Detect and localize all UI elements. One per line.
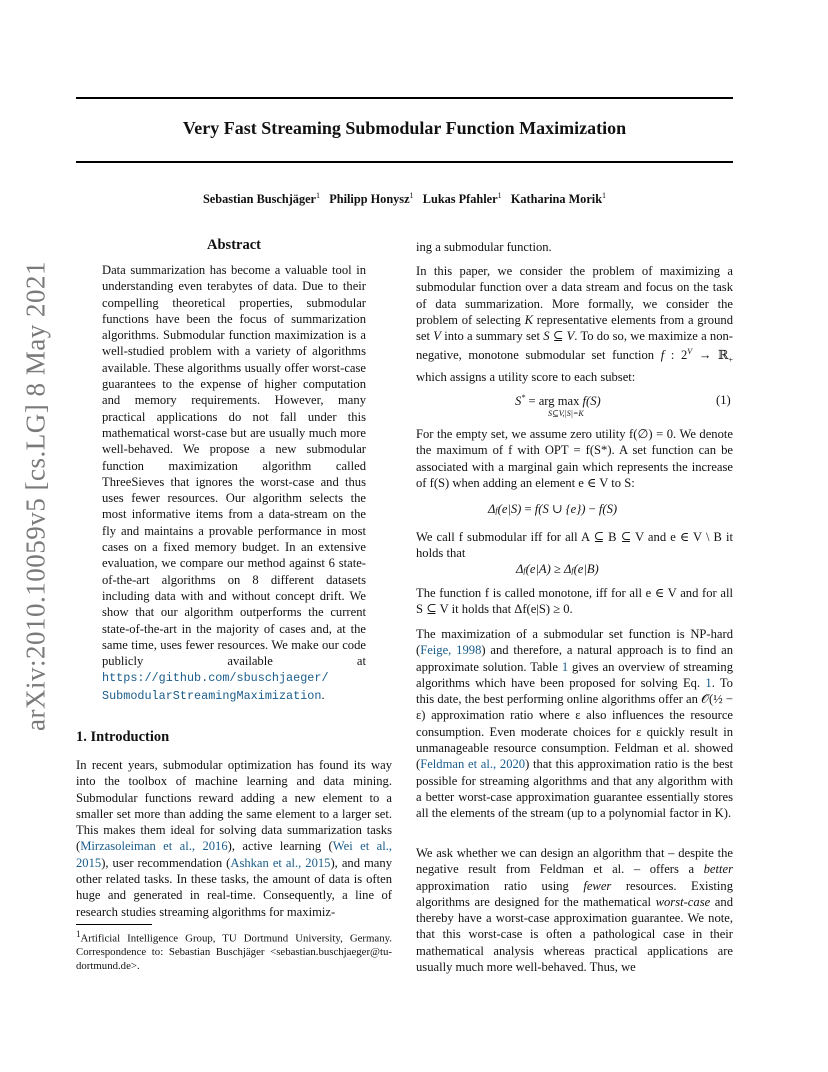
code-link[interactable]: https://github.com/sbuschjaeger/ SubmodularStreamingMaximization [102,671,329,703]
affiliation-mark: 1 [409,191,414,200]
paper-title: Very Fast Streaming Submodular Function Maximization [182,118,627,138]
author-name: Philipp Honysz [329,192,410,207]
table-reference-link[interactable]: 1 [561,659,569,674]
citation-link[interactable]: Feldman et al., 2020 [420,757,526,772]
footnote-rule [76,924,152,925]
abstract-body: Data summarization has become a valuable tool in understanding even terabytes of data. Due to their compelling theoretical properties, submodular functions have been the focus of summarization algorithms. Submodular function maximization is a well-studied problem with a variety of algorithms available. These algorithms usually offer worst-case guarantees to the expense of higher computation and memory requirements. However, many practical applications do not fall under this mathematical worst-case but are usually much more well-behaved. We propose a new submodular function maximization algorithm called ThreeSieves that ignores the worst-case and thus uses fewer resources. Our algorithm selects the most informative items from a data-stream on the fly and maintains a provable performance in most cases on a fixed memory budget. In an extensive evaluation, we compare our method against 6 state-of-the-art algorithms on 8 different datasets including data with and without concept drift. We show that our algorithm outperforms the current state-of-the-art in the majority of cases and, at the same time, uses fewer resources. We make our code publicly available at https://github.com/sbuschjaeger/ SubmodularStreamingMaximization. [102,263,366,703]
abstract-heading: Abstract [207,237,261,253]
paragraph-submodular-def: We call f submodular iff for all A ⊆ B ⊆ V and e ∈ V \ B it holds that [416,530,733,561]
equation-number: (1) [716,393,731,407]
section-heading-introduction: 1. Introduction [76,729,170,745]
title-rule [76,161,733,163]
equation-1: S* = arg max f(S) [515,393,601,409]
author-name: Lukas Pfahler [422,192,498,207]
paragraph-marginal-gain: For the empty set, we assume zero utility f(∅) = 0. We denote the maximum of f with OPT = f(S*). A set function can be associated with a marginal gain which represents the increase of f(S) when adding an element e ∈ V to S: [416,427,733,490]
footnote: $^1$Artificial Intelligence Group, TU Dortmund University, Germany. Correspondence to: Sebastian Buschjäger <sebastian.buschjaeger@tu-dortmund.de>. [76,929,392,972]
paragraph-np-hard: The maximization of a submodular set function is NP-hard (Feige, 1998) and therefore, a natural approach is to find an approximate solution. Table 1 gives an overview of streaming algorithms which have been proposed for solving Eq. 1. To this date, the best performing online algorithms offer an 𝒪(½ − ε) approximation ratio where ε also influences the resource consumption. Even moderate choices for ε quickly result in unmanageable resource consumption. Feldman et al. showed (Feldman et al., 2020) that this approximation ratio is the best possible for streaming algorithms and that any algorithm with a better worst-case approximation guarantee essentially stores all the elements of the stream (up to a polynomial factor in K). [416,627,733,821]
intro-paragraph: In recent years, submodular optimization has found its way into the toolbox of machine learning and data mining. Submodular functions reward adding a new element to a smaller set more than adding the same element to a larger set. This makes them ideal for solving data summarization tasks (Mirzasoleiman et al., 2016), active learning (Wei et al., 2015), user recommendation (Ashkan et al., 2015), and many other related tasks. In these tasks, the amount of data is often huge and generated in real-time. Consequently, a line of research studies streaming algorithms for maximiz- [76,758,392,919]
top-rule-thick [76,97,733,99]
affiliation-mark: 1 [497,191,502,200]
citation-link[interactable]: Feige, 1998 [420,643,482,658]
affiliation-mark: 1 [316,191,321,200]
paragraph-monotone-def: The function f is called monotone, iff for all e ∈ V and for all S ⊆ V it holds that Δf(e|S) ≥ 0. [416,586,733,617]
equation-submodularity: Δf(e|A) ≥ Δf(e|B) [516,562,599,576]
equation-1-subscript: S⊆V,|S|=K [548,409,584,418]
citation-link[interactable]: Mirzasoleiman et al., 2016 [80,839,228,854]
author-list [76,191,733,207]
equation-reference-link[interactable]: 1 [705,675,712,690]
paragraph-question: We ask whether we can design an algorithm that – despite the negative result from Feldman et al. – offers a better approximation ratio using fewer resources. Existing algorithms are designed for the mathematical worst-case and thereby have a worst-case approximation guarantee. We note, that this worst-case is often a pathological case in their mathematical analysis whereas practical applications are usually much more well-behaved. Thus, we [416,846,733,975]
arxiv-stamp-text: arXiv:2010.10059v5 [cs.LG] 8 May 2021 [20,261,51,731]
author-name: Katharina Morik [510,192,603,207]
abstract-text: Data summarization has become a valuable tool in understanding even terabytes of data. Due to their compelling theoretical properties, submodular functions have been the focus of summarization algorithms. Submodular function maximization is a well-studied problem with a variety of algorithms available. These algorithms usually offer worst-case guarantees to the expense of higher computation and memory requirements. However, many practical applications do not fall under this mathematical worst-case but are usually much more well-behaved. We propose a new submodular function maximization algorithm called ThreeSieves that ignores the worst-case and thus uses fewer resources. Our algorithm selects the most informative items from a data-stream on the fly and maintains a provable performance in most cases on a fixed memory budget. In an extensive evaluation, we compare our method against 6 state-of-the-art algorithms on 8 different datasets including data with and without concept drift. We show that our algorithm outperforms the current state-of-the-art in the majority of cases and, at the same time, uses fewer resources. We make our code publicly available at [102,263,366,669]
citation-link[interactable]: Wei et al., 2015 [76,839,392,870]
right-column-continuation: ing a submodular function. [416,240,552,254]
author-name: Sebastian Buschjäger [202,192,317,207]
citation-link[interactable]: Ashkan et al., 2015 [230,855,331,870]
equation-marginal-gain: Δf(e|S) = f(S ∪ {e}) − f(S) [488,502,618,516]
paragraph-problem-statement: In this paper, we consider the problem of maximizing a submodular function over a data stream and focus on the task of data summarization. More formally, we consider the problem of selecting K representative elements from a ground set V into a summary set S ⊆ V. To do so, we maximize a non-negative, monotone submodular set function f : $2^V$ → ℝ$_+$ which assigns a utility score to each subset: [416,264,734,385]
affiliation-mark: 1 [602,191,607,200]
